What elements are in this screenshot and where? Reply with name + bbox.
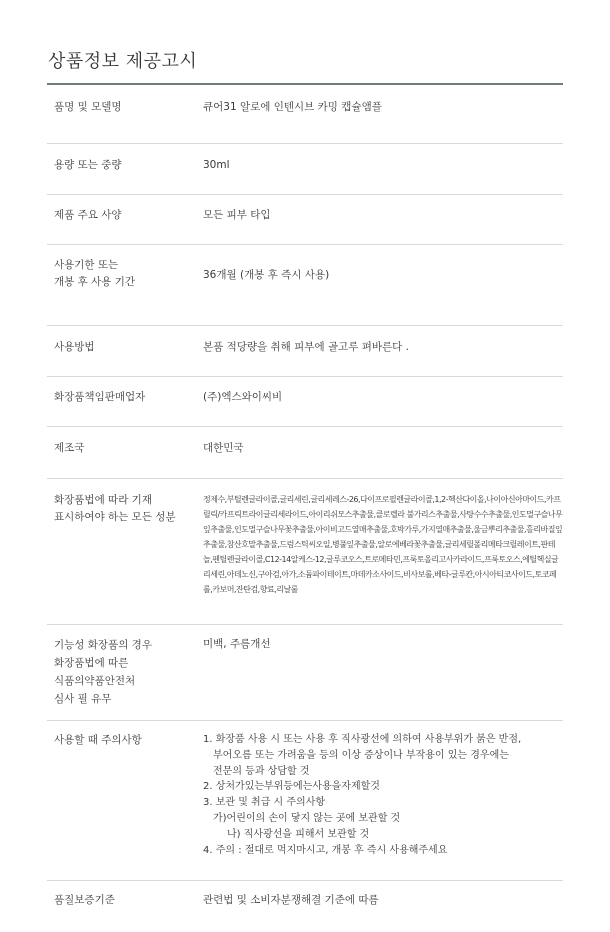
caution-line: 나) 직사광선을 피해서 보관할 것 <box>203 827 563 843</box>
row-label-functional <box>47 625 192 721</box>
label-line: 사용기한 또는 <box>54 257 192 274</box>
label-line: 화장품법에 따라 기재 <box>54 492 192 509</box>
row-label-caution: 사용할 때 주의사항 <box>47 721 192 881</box>
table-row <box>47 427 563 479</box>
row-label-product-name: 품명 및 모델명 <box>47 85 192 144</box>
table-row <box>47 326 563 377</box>
info-table <box>47 85 563 932</box>
row-value-quality: 관련법 및 소비자분쟁해결 기준에 따름 <box>192 881 563 932</box>
label-line: 기능성 화장품의 경우 <box>54 636 192 654</box>
caution-line: 1. 화장품 사용 시 또는 사용 후 직사광선에 의하여 사용부위가 붉은 반점, <box>203 732 563 748</box>
row-value-volume: 30ml <box>192 144 563 195</box>
label-line: 식품의약품안전처 <box>54 672 192 690</box>
row-value-spec: 모든 피부 타입 <box>192 195 563 245</box>
label-line: 표시하여야 하는 모든 성분 <box>54 509 192 526</box>
table-row <box>47 377 563 427</box>
table-row <box>47 245 563 326</box>
table-row <box>47 85 563 144</box>
row-label-seller: 화장품책임판매업자 <box>47 377 192 427</box>
row-value-usage: 본품 적당량을 취해 피부에 골고루 펴바른다 . <box>192 326 563 377</box>
table-row <box>47 144 563 195</box>
caution-line: 전문의 등과 상담할 것 <box>203 764 563 780</box>
caution-list <box>203 732 563 858</box>
row-value-origin: 대한민국 <box>192 427 563 479</box>
row-label-ingredients <box>47 479 192 625</box>
table-row <box>47 721 563 881</box>
row-label-volume: 용량 또는 중량 <box>47 144 192 195</box>
caution-line: 부어오름 또는 가려움을 등의 이상 증상이나 부작용이 있는 경우에는 <box>203 748 563 764</box>
caution-line: 3. 보관 및 취급 시 주의사항 <box>203 795 563 811</box>
table-row <box>47 625 563 721</box>
row-label-usage: 사용방법 <box>47 326 192 377</box>
row-value-expiry: 36개월 (개봉 후 즉시 사용) <box>192 245 563 326</box>
label-line: 개봉 후 사용 기간 <box>54 274 192 291</box>
row-label-quality: 품질보증기준 <box>47 881 192 932</box>
row-value-caution <box>192 721 563 881</box>
row-value-seller: (주)엑스와이씨비 <box>192 377 563 427</box>
table-row <box>47 195 563 245</box>
caution-line: 4. 주의 : 절대로 먹지마시고, 개봉 후 즉시 사용해주세요 <box>203 843 563 859</box>
table-row <box>47 479 563 625</box>
row-value-functional: 미백, 주름개선 <box>192 625 563 721</box>
label-line: 화장품법에 따른 <box>54 654 192 672</box>
table-row <box>47 881 563 932</box>
row-value-product-name: 큐어31 알로에 인텐시브 카밍 캡슐앰플 <box>192 85 563 144</box>
label-line: 심사 필 유무 <box>54 690 192 708</box>
row-label-spec: 제품 주요 사양 <box>47 195 192 245</box>
row-value-ingredients: 정제수,부틸렌글라이콜,글리세린,글리세레스-26,다이프로필렌글라이콜,1,2-헥산다이올,나이아신아마이드,카프릴릭/카프릭트라이글리세라이드,아이리쉬모스추출물,클로렐라 불가리스추출물,사탕수수추출물,인도멀구슬나무잎추출물,인도멀구슬나무꽃추출물,아이비고드열매추출물,호박가루,가지열매추출물,울금뿌리추출물,홀리바질잎추출물,참산호말추출물,드럼스틱씨오일,병풀잎추출물,알로에베라꽃추출물,글리세릴폴리메타크릴레이트,판테놀,펜틸렌글라이콜,C12-14알케스-12,글루코오스,트로메타민,프룩토올리고사카라이드,프룩토오스,에틸헥실글리세린,아데노신,구아검,아가,소듐파이테이트,마데카소사이드,비사보롤,베타-글루칸,아시아티코사이드,토코페롤,카보머,잔탄검,향료,리날룰 <box>192 479 563 625</box>
caution-line: 2. 상처가있는부위등에는사용을자제할것 <box>203 779 563 795</box>
row-label-origin: 제조국 <box>47 427 192 479</box>
caution-line: 가)어린이의 손이 닿지 않는 곳에 보관할 것 <box>203 811 563 827</box>
row-label-expiry <box>47 245 192 326</box>
page-title: 상품정보 제공고시 <box>48 47 197 73</box>
